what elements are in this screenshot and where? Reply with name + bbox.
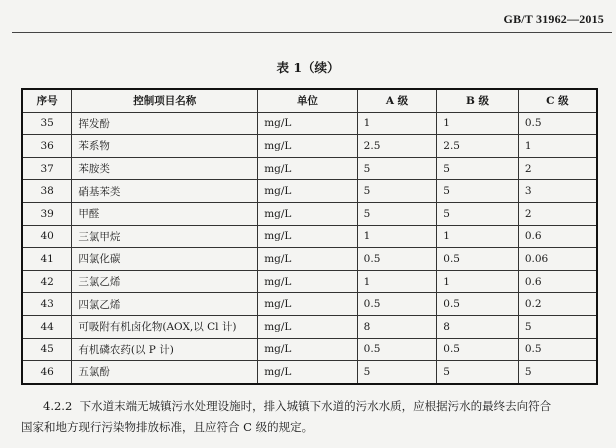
cell-grade-a: 5 — [357, 202, 437, 225]
cell-grade-a: 0.5 — [357, 338, 437, 361]
paragraph-text-1: 下水道末端无城镇污水处理设施时，排入城镇下水道的污水水质，应根据污水的最终去向符合 — [79, 399, 552, 413]
cell-item-name: 有机磷农药(以 P 计) — [72, 338, 258, 361]
cell-item-name: 苯系物 — [72, 135, 258, 158]
table-row — [22, 270, 597, 293]
cell-serial: 44 — [22, 315, 72, 338]
cell-grade-b: 5 — [437, 202, 519, 225]
cell-unit: mg/L — [258, 248, 357, 271]
standard-code: GB/T 31962—2015 — [503, 12, 604, 26]
table-title: 表 1（续） — [276, 60, 340, 75]
table-row — [22, 157, 597, 180]
cell-grade-c: 2 — [518, 157, 597, 180]
cell-grade-c: 3 — [518, 180, 597, 203]
cell-serial: 41 — [22, 248, 72, 271]
cell-grade-c: 5 — [518, 315, 597, 338]
cell-item-name: 四氯乙烯 — [72, 293, 258, 316]
cell-grade-b: 1 — [437, 225, 519, 248]
cell-item-name: 甲醛 — [72, 202, 258, 225]
cell-grade-b: 5 — [437, 180, 519, 203]
cell-grade-c: 0.6 — [518, 225, 597, 248]
cell-grade-b: 5 — [437, 157, 519, 180]
cell-item-name: 三氯甲烷 — [72, 225, 258, 248]
col-header-item-name: 控制项目名称 — [72, 89, 258, 112]
cell-grade-b: 0.5 — [437, 248, 519, 271]
paragraph-line-1 — [21, 396, 606, 417]
paragraph-line-2: 国家和地方现行污染物排放标准，且应符合 C 级的规定。 — [21, 420, 314, 434]
cell-serial: 40 — [22, 225, 72, 248]
cell-serial: 39 — [22, 202, 72, 225]
cell-grade-c: 2 — [518, 202, 597, 225]
table-header-row — [22, 89, 597, 112]
cell-unit: mg/L — [258, 225, 357, 248]
cell-grade-b: 0.5 — [437, 338, 519, 361]
clause-paragraph — [21, 396, 606, 438]
cell-grade-a: 5 — [357, 361, 437, 384]
clause-number: 4.2.2 — [43, 399, 73, 413]
cell-item-name: 五氯酚 — [72, 361, 258, 384]
col-header-grade-a: A 级 — [357, 89, 437, 112]
cell-unit: mg/L — [258, 270, 357, 293]
cell-serial: 43 — [22, 293, 72, 316]
cell-grade-a: 5 — [357, 157, 437, 180]
cell-item-name: 四氯化碳 — [72, 248, 258, 271]
cell-grade-b: 1 — [437, 270, 519, 293]
cell-grade-a: 8 — [357, 315, 437, 338]
cell-serial: 35 — [22, 112, 72, 135]
cell-grade-b: 2.5 — [437, 135, 519, 158]
col-header-serial: 序号 — [22, 89, 72, 112]
table-row — [22, 202, 597, 225]
cell-item-name: 可吸附有机卤化物(AOX,以 Cl 计) — [72, 315, 258, 338]
col-header-unit: 单位 — [258, 89, 357, 112]
cell-unit: mg/L — [258, 293, 357, 316]
cell-unit: mg/L — [258, 135, 357, 158]
table-row — [22, 338, 597, 361]
table-row — [22, 293, 597, 316]
cell-grade-c: 0.5 — [518, 112, 597, 135]
cell-serial: 46 — [22, 361, 72, 384]
cell-grade-a: 2.5 — [357, 135, 437, 158]
cell-unit: mg/L — [258, 338, 357, 361]
cell-unit: mg/L — [258, 361, 357, 384]
cell-unit: mg/L — [258, 315, 357, 338]
cell-grade-b: 5 — [437, 361, 519, 384]
cell-grade-c: 1 — [518, 135, 597, 158]
cell-grade-c: 0.6 — [518, 270, 597, 293]
table-row — [22, 180, 597, 203]
table-row — [22, 315, 597, 338]
table-row — [22, 361, 597, 384]
cell-grade-a: 1 — [357, 270, 437, 293]
cell-unit: mg/L — [258, 202, 357, 225]
cell-serial: 42 — [22, 270, 72, 293]
cell-grade-c: 0.5 — [518, 338, 597, 361]
header-divider — [12, 32, 612, 33]
cell-serial: 45 — [22, 338, 72, 361]
cell-grade-b: 1 — [437, 112, 519, 135]
cell-grade-a: 1 — [357, 112, 437, 135]
table-row — [22, 112, 597, 135]
cell-grade-c: 5 — [518, 361, 597, 384]
cell-item-name: 三氯乙烯 — [72, 270, 258, 293]
col-header-grade-b: B 级 — [437, 89, 519, 112]
cell-grade-c: 0.2 — [518, 293, 597, 316]
cell-serial: 37 — [22, 157, 72, 180]
cell-serial: 36 — [22, 135, 72, 158]
cell-grade-a: 1 — [357, 225, 437, 248]
cell-grade-a: 0.5 — [357, 293, 437, 316]
cell-grade-a: 5 — [357, 180, 437, 203]
cell-unit: mg/L — [258, 180, 357, 203]
cell-item-name: 硝基苯类 — [72, 180, 258, 203]
table-row — [22, 225, 597, 248]
table-row — [22, 248, 597, 271]
cell-item-name: 苯胺类 — [72, 157, 258, 180]
table-row — [22, 135, 597, 158]
cell-unit: mg/L — [258, 112, 357, 135]
cell-item-name: 挥发酚 — [72, 112, 258, 135]
cell-unit: mg/L — [258, 157, 357, 180]
cell-grade-b: 0.5 — [437, 293, 519, 316]
col-header-grade-c: C 级 — [518, 89, 597, 112]
cell-grade-c: 0.06 — [518, 248, 597, 271]
cell-grade-a: 0.5 — [357, 248, 437, 271]
control-items-table — [21, 88, 598, 385]
cell-grade-b: 8 — [437, 315, 519, 338]
cell-serial: 38 — [22, 180, 72, 203]
